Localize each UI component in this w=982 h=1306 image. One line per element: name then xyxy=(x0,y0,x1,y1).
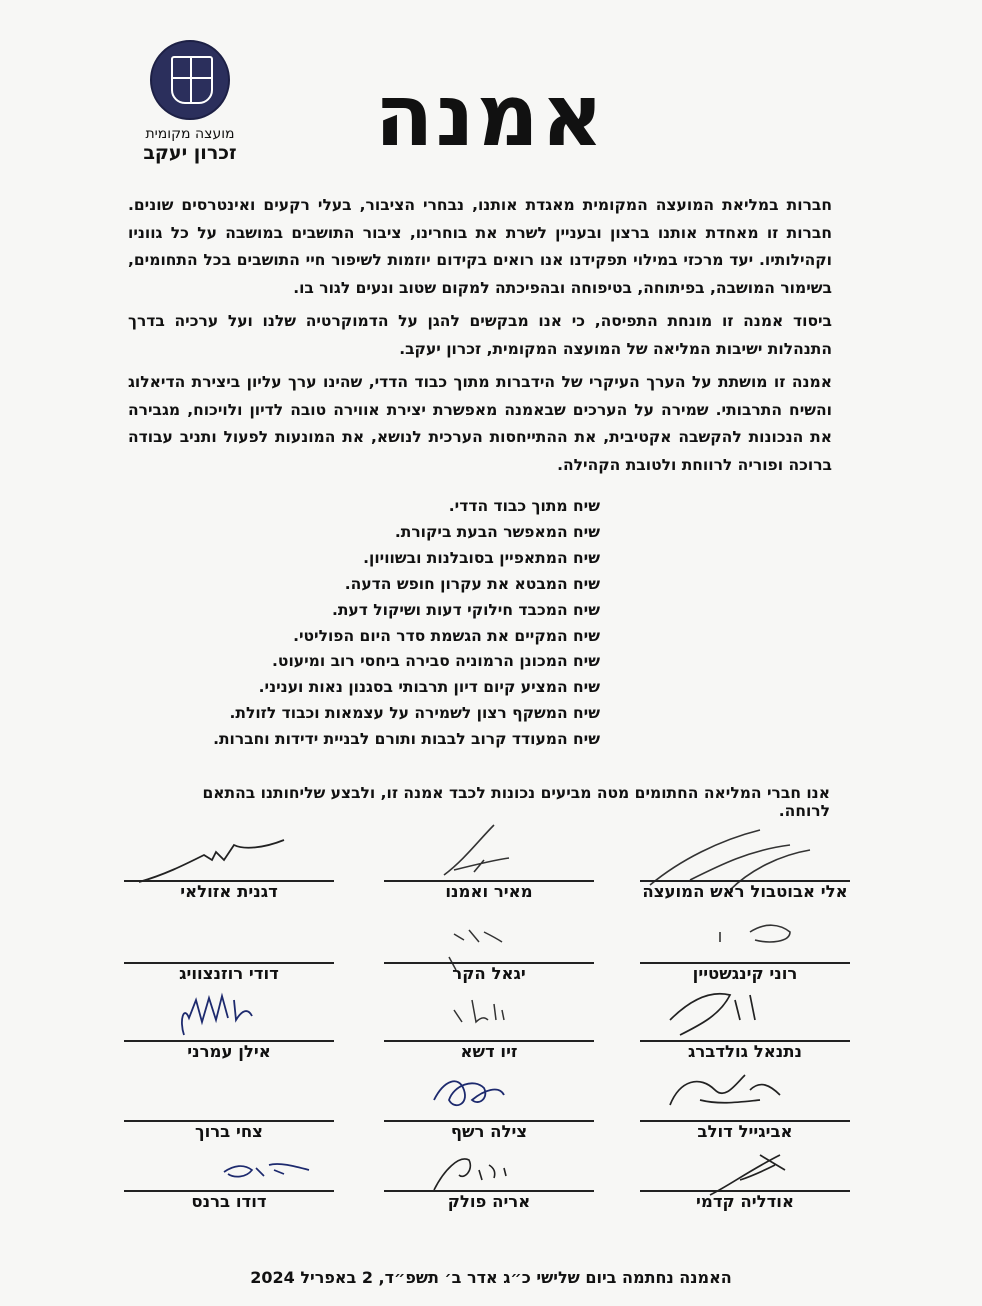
signatory-name: יגאל הקר xyxy=(452,964,526,983)
signature-block xyxy=(640,912,850,982)
principle-item: שיח המאפשר הבעת ביקורת. xyxy=(394,522,600,541)
paragraph: אמנה זו מושתת על הערך העיקרי של הידברות מתוך כבוד הדדי, שהינו ערך עליון ביצירת הדיאלוג והשיח התרבותי. שמירה על הערכים שבאמנה מאפשרת יצירת אווירה טובה לדיון ולויכוח, מגבירה את הנכונות להקשבה אקטיבית, את ההתייחסות הערכית לנושא, את המונעות לפעול ותניב עבודה ברוכה ופוריה לרווחת ולטובת הקהילה. xyxy=(128,373,832,474)
signature-block xyxy=(384,990,594,1060)
signature-block xyxy=(384,830,594,900)
council-name-line1: מועצה מקומית xyxy=(145,126,235,142)
signature-block xyxy=(124,1140,334,1210)
signatory-name: דודו ברנס xyxy=(191,1192,267,1211)
signatory-name: נתנאל גולדברג xyxy=(687,1042,803,1061)
signature-block xyxy=(640,1140,850,1210)
signatory-name: אילן עמרני xyxy=(187,1042,271,1061)
council-logo-block xyxy=(118,40,262,164)
paragraph: ביסוד אמנה זו מונחת התפיסה, כי אנו מבקשים להגן על הדמוקרטיה שלנו ועל ערכיה בדרך התנהלות ישיבות המליאה של המועצה המקומית, זכרון יעקב. xyxy=(128,312,832,358)
signature-block xyxy=(124,990,334,1060)
signatory-name: רוני קינגשטיין xyxy=(692,964,798,983)
signature-block xyxy=(384,1070,594,1140)
principle-item: שיח המציע קיום דיון תרבותי בסגנון נאות ועניני. xyxy=(258,678,600,697)
principle-item: שיח המתאפיין בסובלנות ובשוויון. xyxy=(363,548,600,567)
signature-block xyxy=(124,830,334,900)
signatory-name: אודליה קדמי xyxy=(696,1192,794,1211)
signatory-name: מאיר ואמנו xyxy=(445,882,533,901)
signatory-name: דגנית אזולאי xyxy=(180,882,278,901)
signatory-name: אריה פולק xyxy=(447,1192,531,1211)
signature-block xyxy=(640,990,850,1060)
signatory-name: דודי רוזנצוויג xyxy=(179,964,279,983)
document-title: אמנה xyxy=(374,66,606,166)
principle-item: שיח המעודד קרוב לבבות ותורם לבניית ידידות וחברות. xyxy=(213,730,600,749)
signature-block xyxy=(384,912,594,982)
signatory-name: אביגייל דולב xyxy=(697,1122,793,1141)
signature-block xyxy=(640,1070,850,1140)
council-emblem-icon xyxy=(150,40,230,120)
signatory-name: זיו דשא xyxy=(460,1042,518,1061)
council-name-line2: זכרון יעקב xyxy=(143,142,237,164)
principle-item: שיח המכונן הרמוניה סבירה ביחסי רוב ומיעוט. xyxy=(272,652,600,671)
signatory-name: צילה רשף xyxy=(450,1122,528,1141)
charter-body xyxy=(128,192,832,485)
paragraph: חברות במליאת המועצה המקומית מאגדת אותנו, נבחרי הציבור, בעלי רקעים ואינטרסים שונים. חברות זו מאחדת אותנו ברצון ובעניין לשרת את בוחרינו, ציבור התושבים במושבה על כל גווניו וקהילותיו. יעד מרכזי במילוי תפקידנו אנו רואים בקידום יוזמות לשיפור חיי התושבים בכל התחומים, בשימור המושבה, בפיתוחה, בטיפוחה ובהפיכתה למקום שטוב ונעים לגור בו. xyxy=(128,196,832,297)
principle-item: שיח המבטא את עקרון חופש הדעה. xyxy=(344,574,600,593)
principle-item: שיח מתוך כבוד הדדי. xyxy=(448,497,600,515)
signing-date: האמנה נחתמה ביום שלישי כ״ג אדר ב׳ תשפ״ד, 2 באפריל 2024 xyxy=(250,1268,732,1287)
principle-item: שיח המקיים את הגשמת סדר היום הפוליטי. xyxy=(293,626,600,645)
commitment-statement: אנו חברי המליאה החתומים מטה מביעים נכונות לכבד אמנה זו, ולבצע שליחותנו בהתאם לרוחה. xyxy=(202,784,830,820)
principle-item: שיח המכבד חילוקי דעות ושיקול דעת. xyxy=(331,600,600,619)
signature-block xyxy=(124,1070,334,1140)
principles-list xyxy=(213,494,600,753)
signature-block xyxy=(384,1140,594,1210)
signature-block xyxy=(124,912,334,982)
signature-block xyxy=(640,830,850,900)
signatory-name: אלי אבוטבול ראש המועצה xyxy=(642,882,848,901)
principle-item: שיח המשקף רצון לשמירה על עצמאות וכבוד לזולת. xyxy=(229,704,600,723)
signatory-name: צחי ברוך xyxy=(195,1122,263,1141)
